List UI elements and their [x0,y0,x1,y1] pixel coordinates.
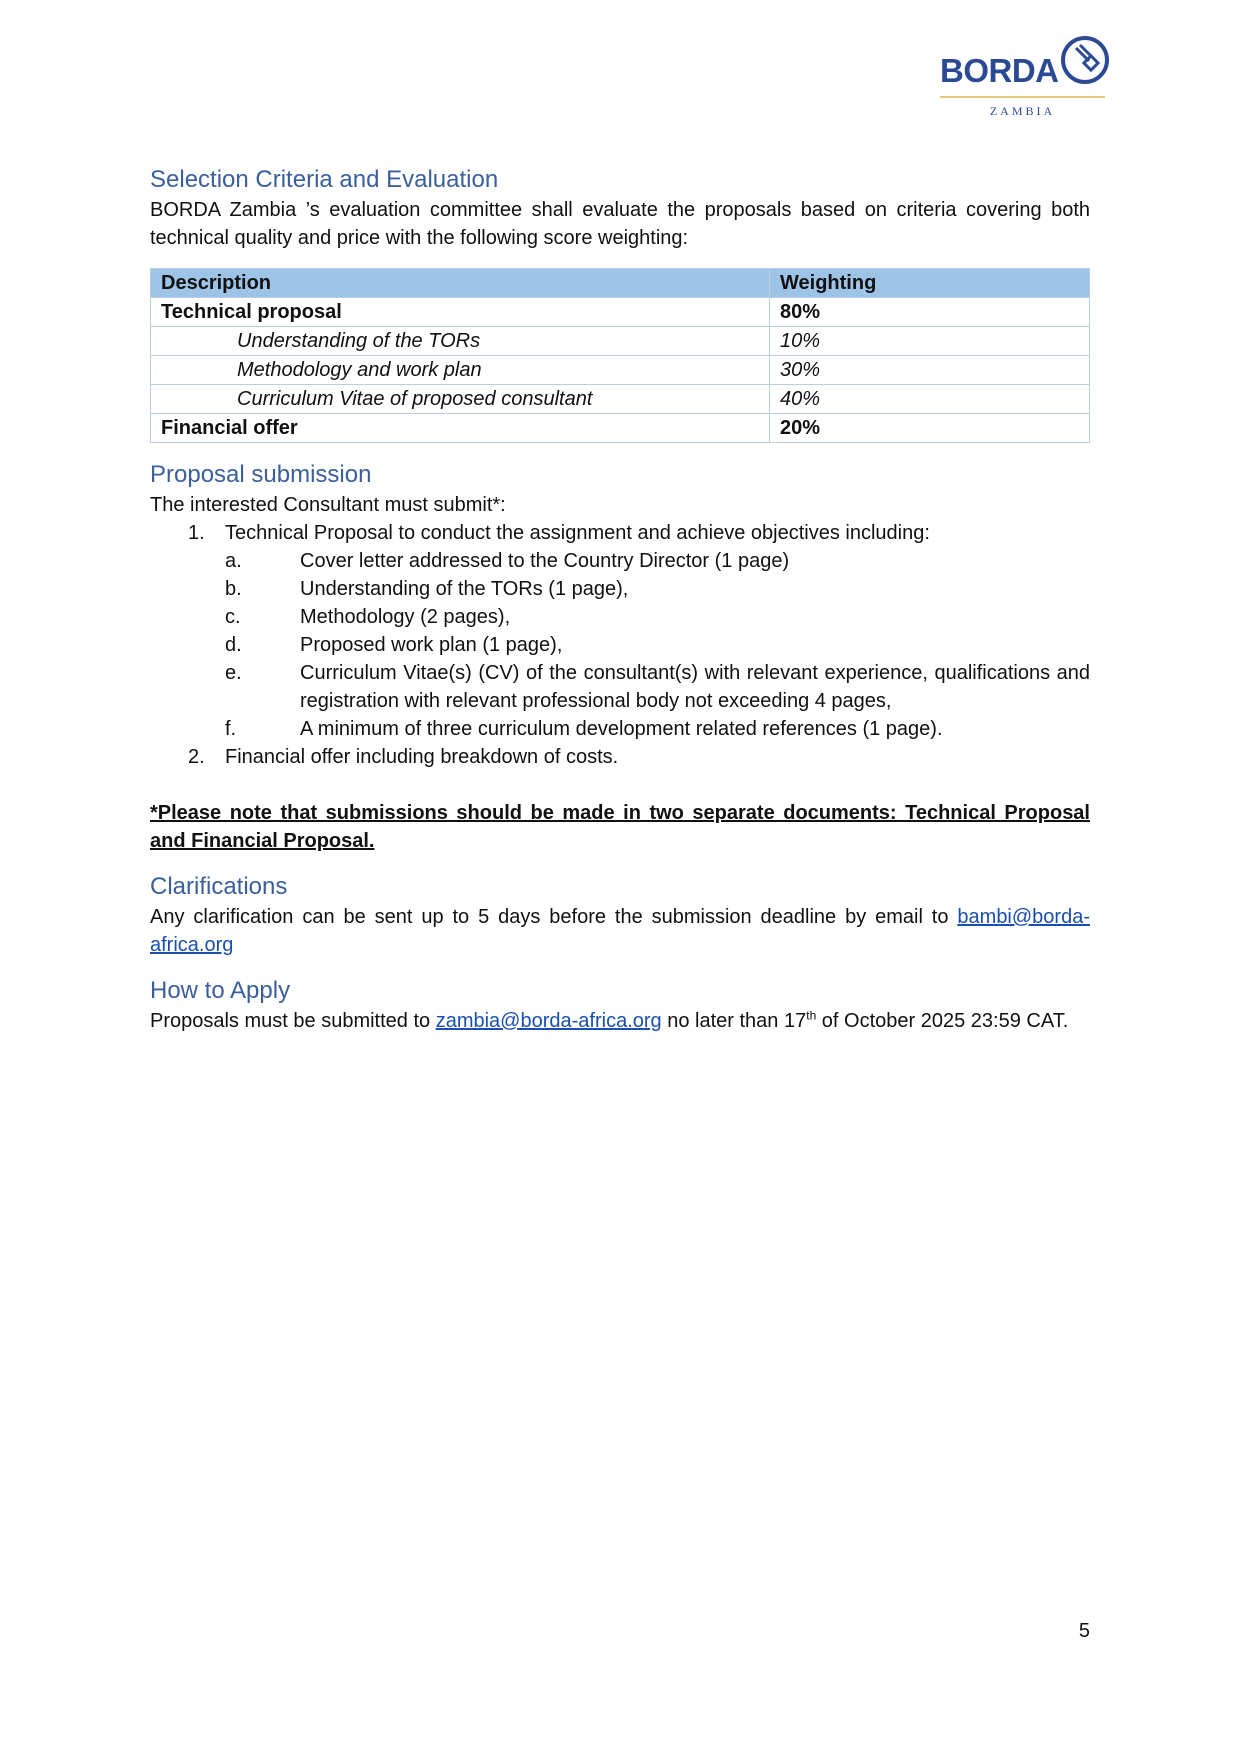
submission-list [150,519,1090,771]
table-row [151,414,1090,443]
row-weighting: 40% [770,385,1090,414]
row-weighting: 10% [770,327,1090,356]
sublist-item [225,575,1090,603]
submission-note: *Please note that submissions should be made in two separate documents: Technical Proposal and Financial Proposal. [150,802,1090,852]
sublist-letter: f. [225,718,237,740]
heading-clarifications: Clarifications [150,873,288,900]
apply-body-start: Proposals must be submitted to [150,1010,436,1032]
row-weighting: 80% [770,298,1090,327]
clarifications-text [150,903,1090,959]
weighting-table [150,268,1090,443]
list-item-text: Financial offer including breakdown of costs. [225,746,619,768]
apply-text [150,1007,1090,1035]
row-weighting: 30% [770,356,1090,385]
table-header-weighting: Weighting [770,269,1090,298]
sublist-letter: a. [225,550,242,572]
row-description: Technical proposal [151,298,770,327]
list-item [150,519,1090,743]
list-item [150,743,1090,771]
table-header-description: Description [151,269,770,298]
sublist-text: Curriculum Vitae(s) (CV) of the consultant(s) with relevant experience, qualifications and registration with relevant professional body not exceeding 4 pages, [300,662,1090,712]
list-number: 2. [188,746,205,768]
list-number: 1. [188,522,205,544]
table-row [151,385,1090,414]
table-row [151,356,1090,385]
selection-intro: BORDA Zambia ’s evaluation committee shall evaluate the proposals based on criteria covering both technical quality and price with the following score weighting: [150,199,1090,249]
sublist-text: A minimum of three curriculum development related references (1 page). [300,718,943,740]
heading-selection-criteria: Selection Criteria and Evaluation [150,166,499,193]
row-weighting: 20% [770,414,1090,443]
apply-body-end: of October 2025 23:59 CAT. [816,1010,1069,1032]
sublist-item [225,631,1090,659]
row-description: Understanding of the TORs [151,327,770,356]
sublist-text: Cover letter addressed to the Country Director (1 page) [300,550,790,572]
clarifications-body: Any clarification can be sent up to 5 days before the submission deadline by email to [150,906,958,928]
apply-body-deadline: no later than 17 [661,1010,807,1032]
proposal-intro: The interested Consultant must submit*: [150,494,506,516]
sublist-item [225,659,1090,715]
sublist-item [225,603,1090,631]
submission-sublist [225,547,1090,743]
logo-wordmark: BORDA [940,52,1059,89]
row-description: Financial offer [151,414,770,443]
list-item-text: Technical Proposal to conduct the assignment and achieve objectives including: [225,522,930,544]
table-row [151,327,1090,356]
apply-email-link[interactable]: zambia@borda-africa.org [435,1010,662,1032]
logo-divider [940,96,1105,98]
document-body [150,164,1090,1035]
clarifications-email-link[interactable]: bambi@borda-africa.org [150,906,1090,956]
sublist-item [225,547,1090,575]
apply-date-suffix: th [806,1008,817,1023]
sublist-letter: c. [225,606,241,628]
page-number: 5 [1078,1620,1090,1642]
row-description: Curriculum Vitae of proposed consultant [151,385,770,414]
row-description: Methodology and work plan [151,356,770,385]
sublist-text: Understanding of the TORs (1 page), [300,578,629,600]
borda-emblem-icon [1059,34,1111,86]
sublist-letter: d. [225,634,242,656]
sublist-item [225,715,1090,743]
heading-how-to-apply: How to Apply [150,977,291,1004]
table-header-row [151,269,1090,298]
sublist-letter: b. [225,578,242,600]
sublist-text: Proposed work plan (1 page), [300,634,563,656]
logo-subtitle: ZAMBIA [989,104,1056,118]
borda-logo [940,34,1110,118]
heading-proposal-submission: Proposal submission [150,461,372,488]
sublist-text: Methodology (2 pages), [300,606,511,628]
sublist-letter: e. [225,662,242,684]
table-row [151,298,1090,327]
